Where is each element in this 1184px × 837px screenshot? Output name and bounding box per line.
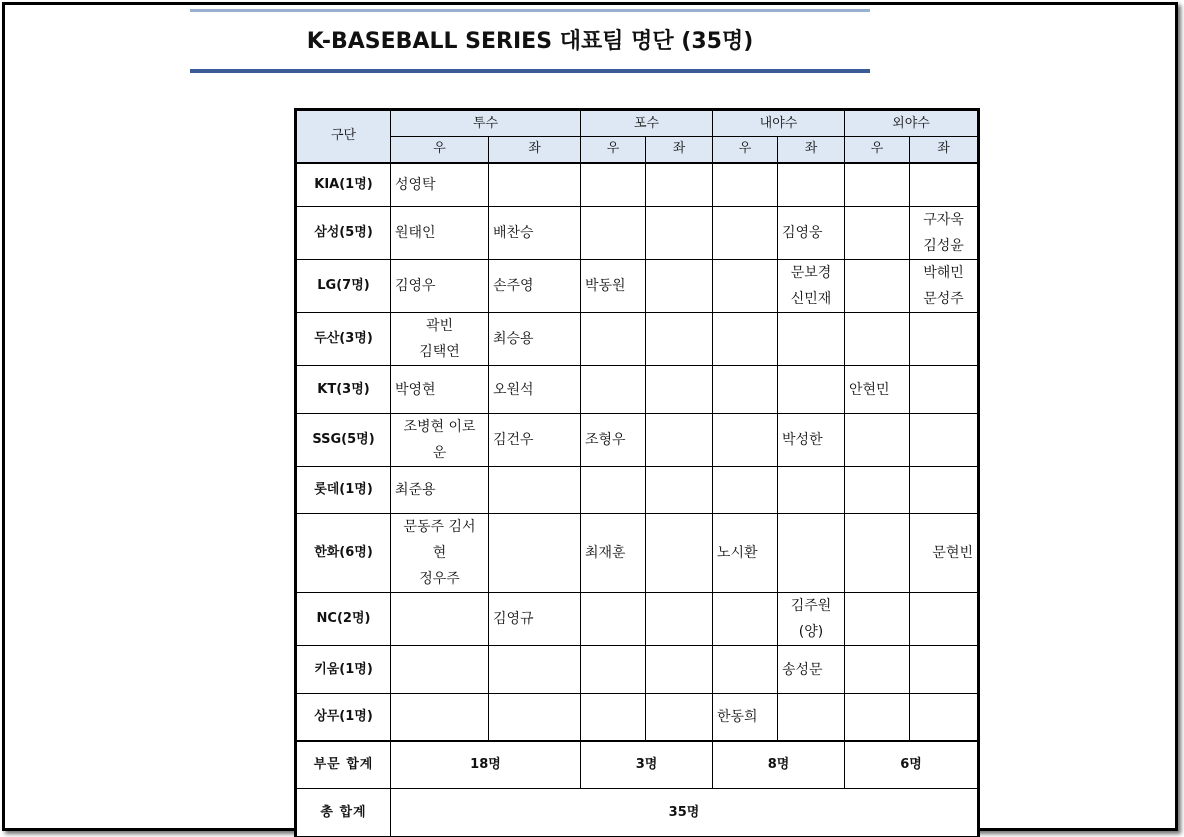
team-name: NC(2명) [297,593,391,646]
player-cell [646,313,713,366]
player-cell [845,593,910,646]
player-cell [646,366,713,414]
player-cell [910,414,978,467]
player-name: 운 [432,445,447,461]
player-cell [489,414,581,467]
player-cell [391,514,489,593]
player-cell [910,694,978,741]
table-row [297,207,978,260]
header-hand: 우 [845,137,910,163]
player-cell [713,163,778,207]
player-name: 김영우 [395,278,436,294]
player-name: 김영웅 [782,225,823,241]
player-cell [845,414,910,467]
player-cell [778,414,845,467]
player-cell [489,207,581,260]
player-cell [391,366,489,414]
player-cell [489,366,581,414]
player-name: 곽빈 [425,318,454,334]
player-name: 배찬승 [493,225,534,241]
player-name: 박영현 [395,381,436,398]
player-name: 원태인 [395,225,436,241]
player-cell [646,260,713,313]
header-hand: 우 [391,137,489,163]
player-name: 최재훈 [585,545,626,561]
team-name: KT(3명) [297,366,391,414]
player-name: (양) [798,624,824,640]
player-cell [845,366,910,414]
team-name: SSG(5명) [297,414,391,467]
player-cell [646,163,713,207]
player-cell [713,694,778,741]
player-cell [910,593,978,646]
player-cell [778,313,845,366]
player-cell [713,593,778,646]
player-name: 김택연 [419,344,460,360]
title-underline [190,69,870,73]
player-name: 구자욱 [923,212,964,228]
player-cell [845,260,910,313]
table-row [297,514,978,593]
player-cell [489,694,581,741]
table-row [297,694,978,741]
player-cell [778,593,845,646]
player-name: 김건우 [493,432,534,448]
player-cell [778,207,845,260]
player-name: 박성한 [782,432,823,448]
table-row [297,646,978,694]
player-cell [391,207,489,260]
player-cell [489,593,581,646]
player-cell [646,207,713,260]
roster-table [296,110,978,837]
player-name: 손주영 [493,278,534,294]
player-name: 정우주 [419,571,460,587]
player-cell [845,694,910,741]
player-cell [713,414,778,467]
player-cell [581,366,646,414]
player-cell [581,467,646,514]
player-cell [646,694,713,741]
player-name: 안현민 [849,381,890,398]
player-cell [646,414,713,467]
player-cell [391,593,489,646]
table-row [297,313,978,366]
header-catcher: 포수 [581,111,713,137]
player-cell [910,260,978,313]
table-row [297,163,978,207]
subtotal-pitcher: 18명 [391,741,581,789]
team-name: KIA(1명) [297,163,391,207]
team-name: 롯데(1명) [297,467,391,514]
player-cell [646,467,713,514]
player-name: 박해민 [923,265,964,281]
player-name: 신민재 [790,291,832,307]
player-name: 오원석 [493,381,534,398]
team-name: 한화(6명) [297,514,391,593]
player-cell [845,163,910,207]
player-cell [489,313,581,366]
player-cell [581,694,646,741]
player-cell [845,207,910,260]
header-outfield: 외야수 [845,111,978,137]
header-hand: 좌 [646,137,713,163]
player-name: 노시환 [717,545,758,561]
player-cell [910,646,978,694]
player-cell [581,646,646,694]
player-cell [713,366,778,414]
player-name: 문동주 김서 [403,519,476,535]
player-name: 박동원 [585,278,626,294]
player-cell [778,467,845,514]
player-cell [646,593,713,646]
player-name: 김영규 [493,611,534,627]
player-cell [713,467,778,514]
player-cell [910,514,978,593]
player-cell [581,163,646,207]
player-cell [910,366,978,414]
player-cell [910,467,978,514]
player-cell [778,366,845,414]
player-name: 최승용 [493,331,534,347]
player-cell [489,646,581,694]
player-cell [713,260,778,313]
player-name: 문보경 [790,265,832,281]
player-name: 김주원 [790,598,832,614]
player-cell [778,694,845,741]
player-cell [489,467,581,514]
player-cell [581,593,646,646]
roster-body [297,163,978,741]
player-cell [845,313,910,366]
table-row [297,467,978,514]
player-cell [845,514,910,593]
header-hand: 좌 [489,137,581,163]
player-name: 한동희 [717,708,758,725]
table-row [297,593,978,646]
player-cell [910,163,978,207]
player-name: 송성문 [782,661,823,678]
team-name: 두산(3명) [297,313,391,366]
player-cell [581,313,646,366]
table-row [297,366,978,414]
player-cell [391,414,489,467]
header-team: 구단 [297,111,391,163]
team-name: LG(7명) [297,260,391,313]
header-hand: 우 [713,137,778,163]
player-cell [489,260,581,313]
player-cell [778,514,845,593]
player-cell [391,163,489,207]
player-name: 김성윤 [923,238,964,254]
subtotal-outfield: 6명 [845,741,978,789]
player-name: 성영탁 [395,176,436,193]
player-cell [581,414,646,467]
header-pitcher: 투수 [391,111,581,137]
team-name: 삼성(5명) [297,207,391,260]
player-name: 문성주 [923,291,964,307]
header-hand: 우 [581,137,646,163]
page-title: K-BASEBALL SERIES 대표팀 명단 (35명) [306,29,754,54]
player-name: 현 [432,545,447,561]
player-cell [778,260,845,313]
player-cell [391,646,489,694]
subtotal-label: 부문 합계 [297,741,391,789]
player-cell [391,467,489,514]
player-cell [489,514,581,593]
player-cell [778,163,845,207]
player-cell [489,163,581,207]
total-value: 35명 [391,789,978,837]
player-cell [910,313,978,366]
player-cell [391,260,489,313]
player-cell [713,514,778,593]
player-cell [646,514,713,593]
player-name: 최준용 [395,482,436,498]
table-row [297,260,978,313]
player-cell [581,514,646,593]
player-cell [581,260,646,313]
player-cell [713,207,778,260]
player-name: 조형우 [585,432,626,448]
header-hand: 좌 [910,137,978,163]
player-cell [713,646,778,694]
player-cell [845,646,910,694]
player-cell [391,313,489,366]
player-cell [713,313,778,366]
subtotal-catcher: 3명 [581,741,713,789]
team-name: 키움(1명) [297,646,391,694]
player-cell [581,207,646,260]
top-rule [190,9,870,12]
player-cell [646,646,713,694]
player-cell [845,467,910,514]
player-cell [391,694,489,741]
team-name: 상무(1명) [297,694,391,741]
player-name: 문현빈 [932,545,973,561]
header-hand: 좌 [778,137,845,163]
player-cell [910,207,978,260]
player-cell [778,646,845,694]
total-label: 총 합계 [297,789,391,837]
table-row [297,414,978,467]
subtotal-infield: 8명 [713,741,845,789]
header-infield: 내야수 [713,111,845,137]
player-name: 조병현 이로 [403,419,476,435]
